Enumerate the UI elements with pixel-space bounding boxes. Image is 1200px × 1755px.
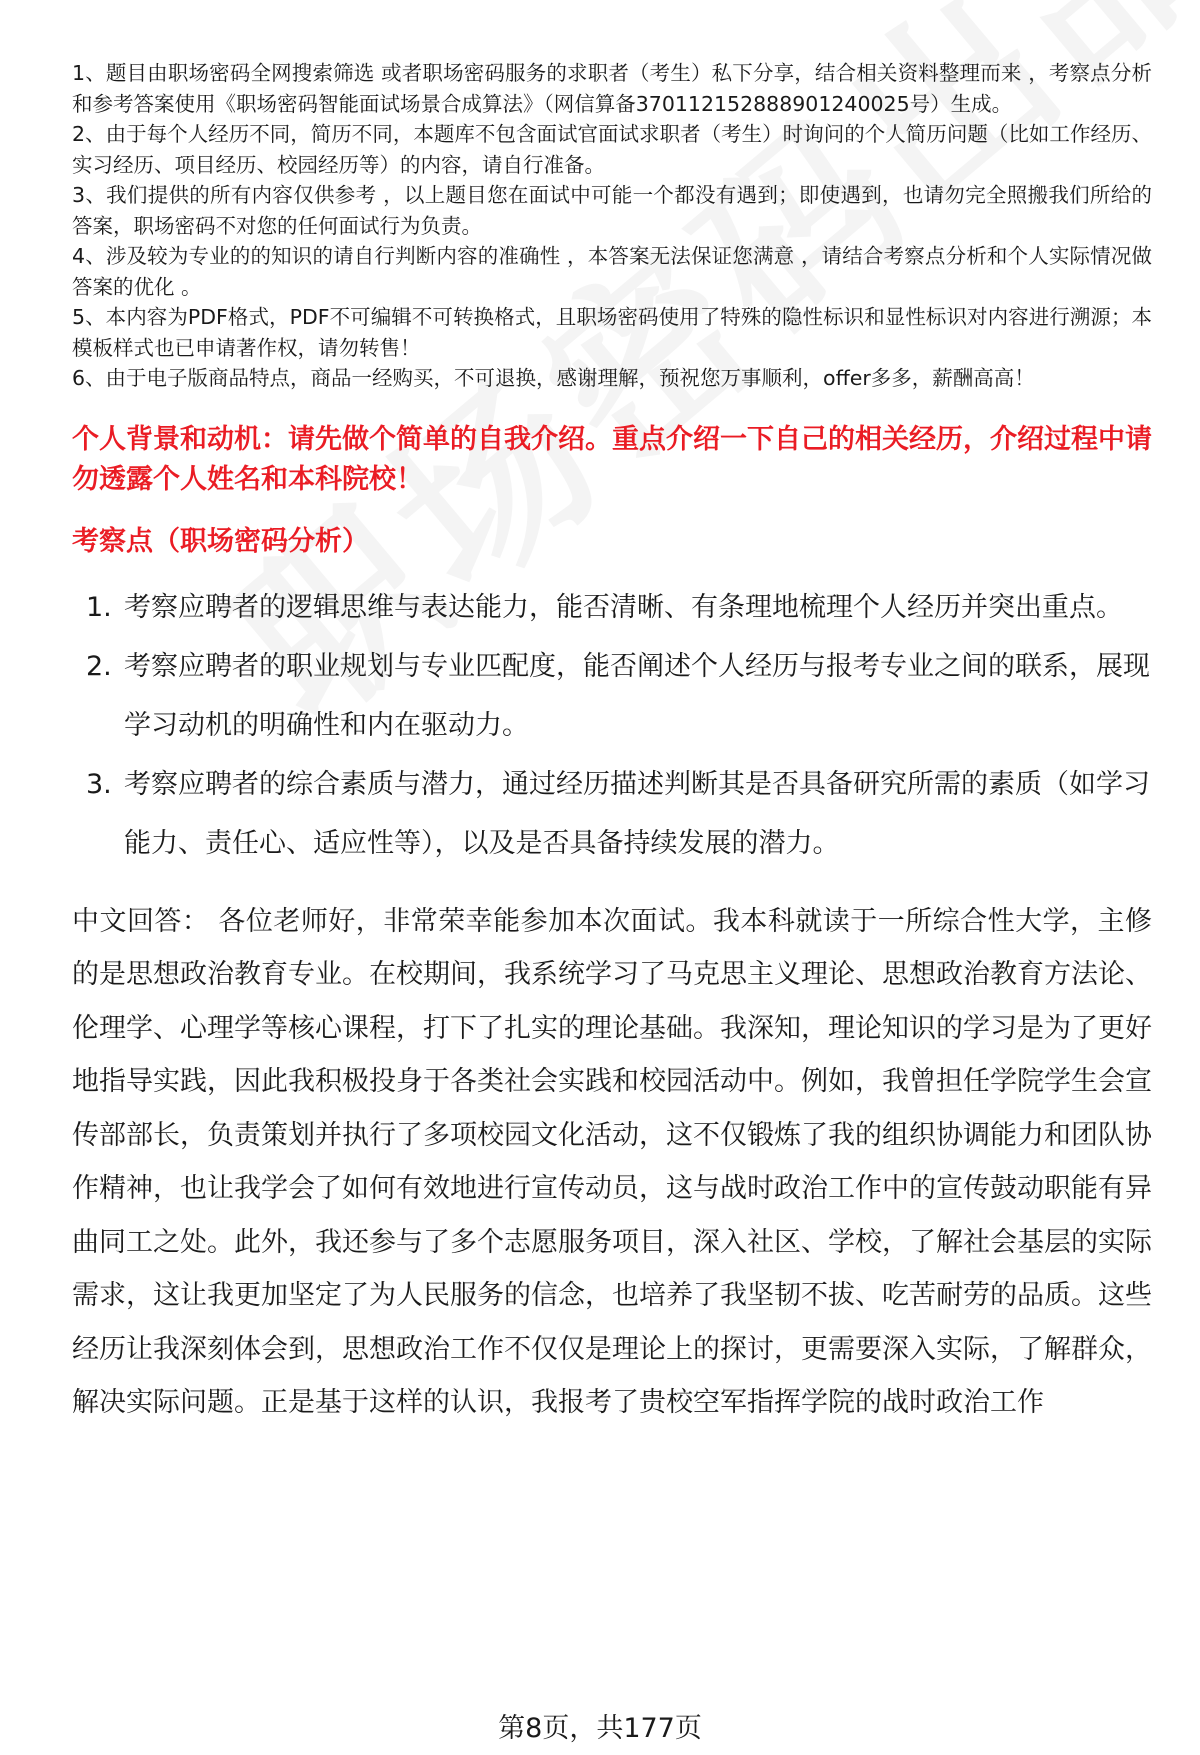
notice-item: 4、涉及较为专业的的知识的请自行判断内容的准确性 ，本答案无法保证您满意 ，请结合考察点分析和个人实际情况做答案的优化 。: [72, 244, 1152, 299]
point-number: 3.: [86, 768, 112, 800]
analysis-title: 考察点（职场密码分析）: [72, 525, 369, 557]
notice-item: 2、由于每个人经历不同，简历不同，本题库不包含面试官面试求职者（考生）时询问的个人简历问题（比如工作经历、实习经历、项目经历、校园经历等）的内容，请自行准备。: [72, 122, 1152, 177]
notice-item: 6、由于电子版商品特点，商品一经购买，不可退换，感谢理解，预祝您万事顺利，offer多多，薪酬高高！: [72, 366, 1035, 390]
analysis-point: [72, 637, 1152, 755]
notice-item: 5、本内容为PDF格式，PDF不可编辑不可转换格式，且职场密码使用了特殊的隐性标识和显性标识对内容进行溯源；本模板样式也已申请著作权，请勿转售！: [72, 305, 1152, 360]
analysis-points: [72, 578, 1152, 873]
page-number: 第8页，共177页: [498, 1713, 702, 1744]
point-number: 2.: [86, 650, 112, 682]
analysis-point: [72, 755, 1152, 873]
notice-item: 1、题目由职场密码全网搜索筛选 或者职场密码服务的求职者（考生）私下分享，结合相关资料整理而来 ，考察点分析和参考答案使用《职场密码智能面试场景合成算法》（网信算备370112152888901240025号）生成。: [72, 61, 1152, 116]
point-text: 考察应聘者的综合素质与潜力，通过经历描述判断其是否具备研究所需的素质（如学习能力、责任心、适应性等），以及是否具备持续发展的潜力。: [124, 768, 1150, 859]
notice-list: [72, 58, 1152, 394]
notice-item: 3、我们提供的所有内容仅供参考 ，以上题目您在面试中可能一个都没有遇到；即使遇到，也请勿完全照搬我们所给的答案，职场密码不对您的任何面试行为负责。: [72, 183, 1152, 238]
point-number: 1.: [86, 591, 112, 623]
point-text: 考察应聘者的职业规划与专业匹配度，能否阐述个人经历与报考专业之间的联系，展现学习动机的明确性和内在驱动力。: [124, 650, 1150, 741]
document-page: [72, 58, 1152, 1430]
analysis-point: [72, 578, 1152, 637]
answer-paragraph: 中文回答： 各位老师好，非常荣幸能参加本次面试。我本科就读于一所综合性大学，主修的是思想政治教育专业。在校期间，我系统学习了马克思主义理论、思想政治教育方法论、伦理学、心理学等核心课程，打下了扎实的理论基础。我深知，理论知识的学习是为了更好地指导实践，因此我积极投身于各类社会实践和校园活动中。例如，我曾担任学院学生会宣传部部长，负责策划并执行了多项校园文化活动，这不仅锻炼了我的组织协调能力和团队协作精神，也让我学会了如何有效地进行宣传动员，这与战时政治工作中的宣传鼓动职能有异曲同工之处。此外，我还参与了多个志愿服务项目，深入社区、学校，了解社会基层的实际需求，这让我更加坚定了为人民服务的信念，也培养了我坚韧不拔、吃苦耐劳的品质。这些经历让我深刻体会到，思想政治工作不仅仅是理论上的探讨，更需要深入实际，了解群众，解决实际问题。正是基于这样的认识，我报考了贵校空军指挥学院的战时政治工作: [72, 905, 1152, 1418]
point-text: 考察应聘者的逻辑思维与表达能力，能否清晰、有条理地梳理个人经历并突出重点。: [124, 591, 1123, 623]
interview-question: 个人背景和动机：请先做个简单的自我介绍。重点介绍一下自己的相关经历，介绍过程中请勿透露个人姓名和本科院校！: [72, 423, 1152, 495]
